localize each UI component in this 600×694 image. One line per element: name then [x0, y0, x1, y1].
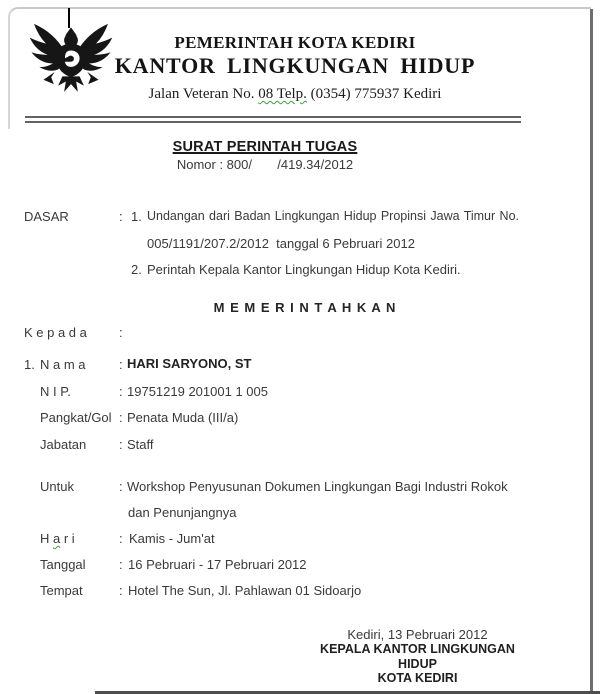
hari-value: Kamis - Jum'at — [129, 531, 215, 546]
kepada-label: K e p a d a — [24, 325, 87, 340]
address-spellcheck-squiggle: 08 Telp. — [258, 86, 307, 102]
nip-label: N I P. — [40, 384, 71, 399]
dasar-label: DASAR — [24, 209, 69, 224]
letterhead-address — [70, 86, 520, 103]
tanggal-value: 16 Pebruari - 17 Pebruari 2012 — [128, 557, 307, 572]
signature-title-line1: KEPALA KANTOR LINGKUNGAN — [320, 642, 515, 656]
tanggal-label: Tanggal — [40, 557, 86, 572]
letterhead-office: KANTOR LINGKUNGAN HIDUP — [114, 53, 476, 78]
signature-title-line3: KOTA KEDIRI — [377, 671, 458, 686]
signature-place-date: Kediri, 13 Pebruari 2012 — [347, 627, 488, 642]
hari-label-pre: H — [40, 531, 53, 546]
nama-label: N a m a — [40, 357, 86, 372]
nama-value: HARI SARYONO, ST — [127, 356, 252, 371]
letter-title-block — [25, 139, 505, 172]
pangkat-value: Penata Muda (III/a) — [127, 410, 239, 425]
jabatan-value: Staff — [127, 437, 154, 452]
kepada-colon: : — [119, 325, 123, 340]
hari-label-post: r i — [60, 531, 75, 546]
letterhead-government: PEMERINTAH KOTA KEDIRI — [174, 33, 416, 52]
dasar-colon: : — [119, 209, 123, 224]
letter-number: Nomor : 800/ /419.34/2012 — [176, 157, 354, 172]
nip-colon: : — [119, 384, 123, 399]
dasar-item2-text: Perintah Kepala Kantor Lingkungan Hidup Kota Kediri. — [147, 262, 461, 277]
signature-block — [315, 627, 520, 686]
tempat-value: Hotel The Sun, Jl. Pahlawan 01 Sidoarjo — [128, 583, 362, 598]
hari-label — [40, 531, 75, 547]
signature-title-line2: HIDUP — [398, 656, 437, 671]
untuk-colon: : — [119, 479, 123, 494]
tanggal-colon: : — [119, 557, 123, 572]
hari-colon: : — [119, 531, 123, 546]
recipient-number: 1. — [24, 357, 35, 372]
tempat-colon: : — [119, 583, 123, 598]
untuk-value-line1: Workshop Penyusunan Dokumen Lingkungan Bagi Industri Rokok — [127, 479, 508, 494]
letter-title: SURAT PERINTAH TUGAS — [172, 139, 358, 155]
jabatan-colon: : — [119, 437, 123, 452]
address-text-post: (0354) 775937 Kediri — [306, 86, 442, 102]
dasar-item2-number: 2. — [131, 262, 142, 277]
page-right-border — [590, 9, 593, 694]
address-text-pre: Jalan Veteran No. — [148, 86, 259, 102]
hari-spellcheck-squiggle: a — [53, 531, 61, 546]
tempat-label: Tempat — [40, 583, 83, 598]
dasar-item1-line1: Undangan dari Badan Lingkungan Hidup Propinsi Jawa Timur No. — [147, 209, 519, 223]
letterhead-double-rule — [25, 116, 521, 123]
jabatan-label: Jabatan — [40, 437, 87, 452]
dasar-item1-line2: 005/1191/207.2/2012 tanggal 6 Pebruari 2012 — [147, 236, 415, 251]
dasar-item1-number: 1. — [131, 209, 142, 224]
untuk-value-line2: dan Penunjangnya — [128, 505, 237, 520]
pangkat-label: Pangkat/Gol — [40, 410, 112, 425]
pangkat-colon: : — [119, 410, 123, 425]
untuk-label: Untuk — [40, 479, 74, 494]
command-heading: M E M E R I N T A H K A N — [213, 300, 397, 315]
nama-colon: : — [119, 357, 123, 372]
nip-value: 19751219 201001 1 005 — [127, 384, 268, 399]
